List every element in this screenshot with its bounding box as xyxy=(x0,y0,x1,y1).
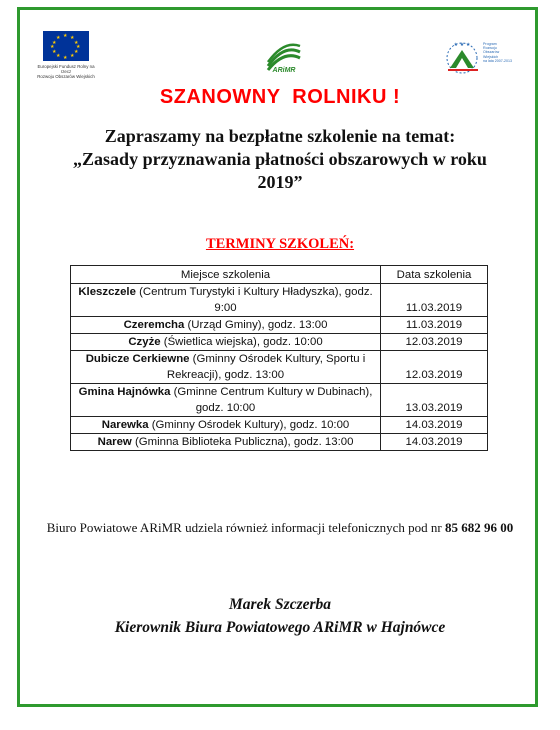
invitation-text xyxy=(60,125,500,194)
place-cell xyxy=(71,417,381,434)
place-name: Narewka xyxy=(101,419,149,431)
signatory-title: Kierownik Biura Powiatowego ARiMR w Hajnówce xyxy=(114,619,446,636)
date-cell: 11.03.2019 xyxy=(381,317,488,334)
table-header-row xyxy=(71,266,488,284)
signature-block xyxy=(0,593,560,639)
column-header-place: Miejsce szkolenia xyxy=(71,266,381,284)
phone-info-text: Biuro Powiatowe ARiMR udziela również informacji telefonicznych pod nr xyxy=(46,520,445,535)
place-name: Kleszczele xyxy=(78,286,136,298)
place-cell xyxy=(71,284,381,317)
place-cell xyxy=(71,317,381,334)
phone-info xyxy=(30,518,530,538)
place-cell xyxy=(71,351,381,384)
place-detail: (Świetlica wiejska), godz. 10:00 xyxy=(160,336,323,348)
place-detail: (Gminne Centrum Kultury w Dubinach), godz. 10:00 xyxy=(170,386,373,414)
table-row xyxy=(71,317,488,334)
place-detail: (Gminny Ośrodek Kultury), godz. 10:00 xyxy=(148,419,350,431)
place-detail: (Gminny Ośrodek Kultury, Sportu i Rekreacji), godz. 13:00 xyxy=(166,353,366,381)
place-cell xyxy=(71,384,381,417)
schedule-table xyxy=(70,265,488,451)
prow-logo-caption: Program Rozwoju Obszarów Wiejskich na lata 2007-2013 xyxy=(483,42,512,63)
phone-number: 85 682 96 00 xyxy=(444,520,514,535)
eu-logo-caption: Europejski Fundusz Rolny na rzecz Rozwoju Obszarów Wiejskich xyxy=(37,64,95,79)
place-cell xyxy=(71,434,381,451)
place-name: Gmina Hajnówka xyxy=(78,386,171,398)
table-row xyxy=(71,334,488,351)
date-cell: 12.03.2019 xyxy=(381,351,488,384)
place-detail: (Centrum Turystyki i Kultury Hładyszka), godz. 9:00 xyxy=(135,286,373,314)
eu-logo xyxy=(32,31,100,79)
place-name: Czeremcha xyxy=(123,319,185,331)
table-row xyxy=(71,417,488,434)
table-row xyxy=(71,284,488,317)
terms-heading: TERMINY SZKOLEŃ: xyxy=(205,236,355,252)
training-topic: „Zasady przyznawania płatności obszarowych w roku 2019” xyxy=(73,149,487,192)
place-detail: (Urząd Gminy), godz. 13:00 xyxy=(184,319,328,331)
invitation-line: Zapraszamy na bezpłatne szkolenie na temat: xyxy=(104,126,456,146)
date-cell: 14.03.2019 xyxy=(381,417,488,434)
svg-text:★ ★ ★: ★ ★ ★ xyxy=(453,42,471,48)
place-name: Narew xyxy=(97,436,132,448)
date-cell: 12.03.2019 xyxy=(381,334,488,351)
place-name: Czyże xyxy=(128,336,161,348)
place-name: Dubicze Cerkiewne xyxy=(85,353,190,365)
greeting-heading: SZANOWNY ROLNIKU ! xyxy=(159,86,401,108)
eu-flag-icon: ★ ★ ★ ★ ★ ★ ★ ★ ★ ★ ★ ★ xyxy=(43,31,89,61)
table-row xyxy=(71,351,488,384)
table-row xyxy=(71,434,488,451)
column-header-date: Data szkolenia xyxy=(381,266,488,284)
date-cell: 14.03.2019 xyxy=(381,434,488,451)
place-detail: (Gminna Biblioteka Publiczna), godz. 13:00 xyxy=(131,436,354,448)
date-cell: 13.03.2019 xyxy=(381,384,488,417)
place-cell xyxy=(71,334,381,351)
table-row xyxy=(71,384,488,417)
arimr-logo-text: ARiMR xyxy=(272,67,296,74)
date-cell: 11.03.2019 xyxy=(381,284,488,317)
signatory-name: Marek Szczerba xyxy=(228,596,332,613)
